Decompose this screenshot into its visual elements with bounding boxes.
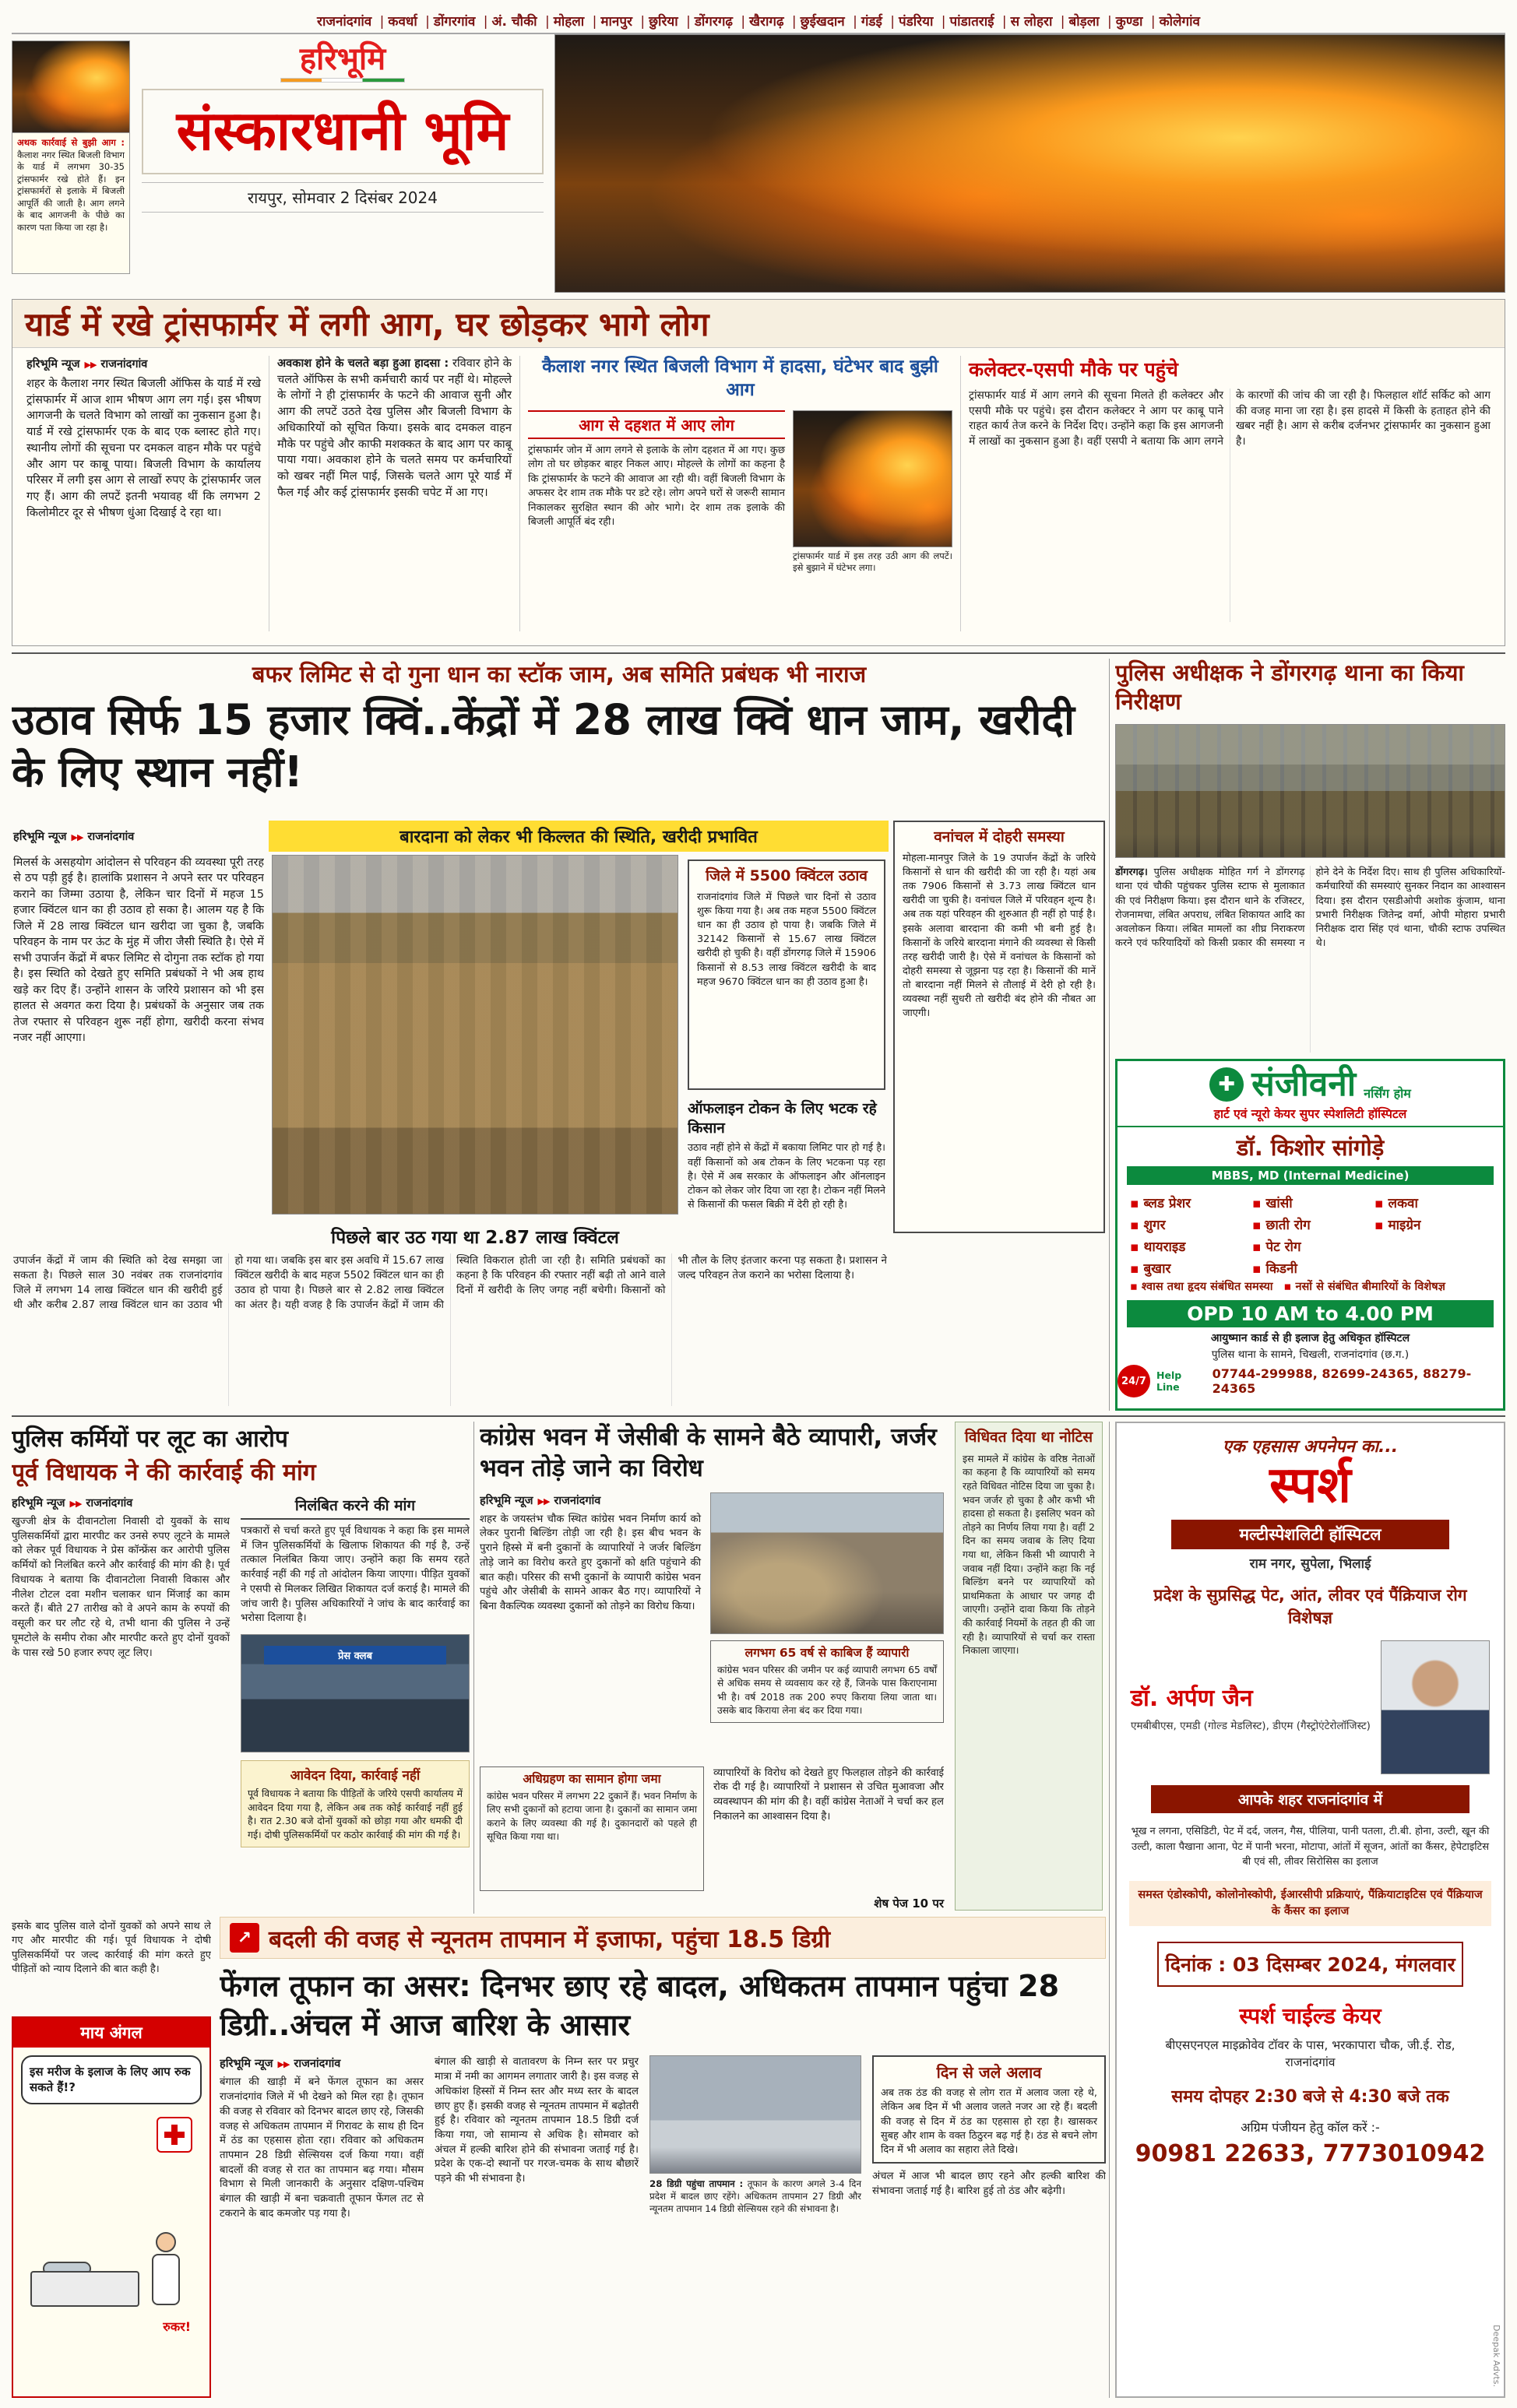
cities-bar [12,8,1505,34]
city-name: डोंगरगांव | [434,12,492,30]
tricolor-bar [280,78,405,83]
sparsh-ad [1115,1422,1505,2398]
city-name: खैरागढ़ | [749,12,801,30]
city-name: मानपुर | [600,12,649,30]
byline-place: राजनांदगांव [100,358,148,371]
city-name: स लोहरा | [1011,12,1069,30]
sp-story-body: पुलिस अधीक्षक मोहित गर्ग ने डोंगरगढ़ थाना एवं चौकी पहुंचकर पुलिस स्टाफ से मुलाकात की एवं निरीक्षण किया। इस दौरान थाने के रजिस्टर, रोजनामचा, लंबित अपराध, लंबित शिकायत आदि का अवलोकन किया। लंबित मामलों का शीघ्र निराकरण करने एवं फरियादियों को किसी प्रकार की समस्या न होने देने के निर्देश दिए। साथ ही पुलिस अधिकारियों-कर्मचारियों की समस्याएं सुनकर निदान का आश्वासन दिया। इस दौरान एसडीओपी अशोक कुंजाम, थाना प्रभारी निरीक्षक जितेन्द्र वर्मा, ओपी मोहारा प्रभारी निरीक्षक दारा सिंह एवं थाना, चौकी स्टाफ उपस्थित थे। [1115,867,1505,949]
protest-photo [710,1492,944,1634]
traders-65yrs-body: कांग्रेस भवन परिसर की जमीन पर कई व्यापारी लगभग 65 वर्षों से अधिक समय से व्यवसाय कर रहे हैं, जिनके पास किराएनामा भी है। वर्ष 2018 तक 200 रुपए किराया लिया जाता था। उसके बाद किराया लेना बंद कर दिया गया। [717,1664,937,1716]
byline-agency: हरिभूमि न्यूज [12,1497,65,1510]
congress-bhavan-story [480,1422,1103,1914]
lead-column-4 [961,356,1498,631]
city-name: डोंगरगढ़ | [695,12,749,30]
weather-column-1 [220,2055,424,2221]
ailment-item: ▪ माइग्रेन [1374,1215,1491,1233]
sanjivani-degrees: MBBS, MD (Internal Medicine) [1127,1166,1494,1185]
lead-column-2 [269,356,520,631]
ailment-item: ▪ थायराइड [1130,1237,1246,1255]
sanjivani-subname: नर्सिंग होम [1364,1086,1411,1101]
sparsh-doctor-name: डॉ. अर्पण जैन [1131,1685,1253,1713]
suspend-demand-title: निलंबित करने की मांग [241,1495,470,1520]
city-name: छुरिया | [649,12,695,30]
weather-story [220,1917,1106,2398]
byline-arrows-icon: ▶▶ [71,832,83,842]
traders-65yrs-box [710,1640,944,1724]
lead-body-2: रविवार होने के चलते ऑफिस के सभी कर्मचारी कार्य पर नहीं थे। मोहल्ले के लोगों ने ही ट्रांसफार्मर के फटने की आवाज सुनी और आग की लपटें उठते देख पुलिस और बिजली विभाग के अधिकारियों को सूचित किया। इसके बाद दमकल वाहन मौके पर पहुंचे और काफी मशक्कत के बाद आग पर काबू पाया गया। अवकाश होने के चलते समय पर कर्मचारियों को खबर नहीं मिल पाई, जिसके चलते आग पूरे यार्ड में फैल गई और कई ट्रांसफार्मर इसकी चपेट में आ गए। [277,357,512,499]
lead-column-3 [520,356,961,631]
ailment-item: ▪ शुगर [1130,1215,1246,1233]
paddy-story [12,659,1107,1411]
loot-headline-2: पूर्व विधायक ने की कार्रवाई की मांग [12,1459,316,1486]
press-club-banner: प्रेस क्लब [264,1646,446,1665]
left-photo-caption [12,133,129,237]
district-uplift-body: राजनांदगांव जिले में पिछले चार दिनों से उठाव शुरू किया गया है। अब तक महज 5500 क्विंटल धान का ही उठाव हो पाया है। जबकि जिले में 32142 किसानों से 15.67 लाख क्विंटल खरीदी हो चुकी है। वहीं डोंगरगढ़ जिले में 15906 किसानों से 8.53 लाख क्विंटल खरीदी के बाद महज 9670 क्विंटल धान का ही उठाव हुआ है। [697,891,876,988]
weather-body-2: बंगाल की खाड़ी से वातावरण के निम्न स्तर पर प्रचुर मात्रा में नमी का आगमन लगातार जारी है। इस वजह से अधिकांश हिस्सों में निम्न स्तर और मध्य स्तर के बादल छाए हुए हैं। इसकी वजह से न्यूनतम तापमान में बढ़ोतरी हुई है। रविवार को न्यूनतम तापमान 18.5 डिग्री दर्ज किया गया, जो सामान्य से अधिक है। सोमवार को अंचल में हल्की बारिश होने की संभावना जताई गई है। प्रदेश के एक-दो स्थानों पर गरज-चमक के साथ बौछारें पड़ने की भी संभावना है। [435,2056,639,2185]
column-divider [1109,659,1110,1411]
247-badge: 24/7 [1118,1365,1150,1397]
loot-body: खुज्जी क्षेत्र के दीवानटोला निवासी दो युवकों के साथ पुलिसकर्मियों द्वारा मारपीट कर उनसे रुपए लूटने के मामले को लेकर पूर्व विधायक ने प्रेस कॉन्फ्रेंस कर आरोपी पुलिस कर्मियों को निलंबित करने और कार्रवाई की मांग की है। पूर्व विधायक ने बताया कि दीवानटोला निवासी विकास और नीलेश टोटल दवा मशीन चलाकर धान मिंजाई का काम करते हैं। बीते 27 तारीख को वे अपने काम के रुपयों की वसूली कर घर लौट रहे थे, तभी थाना की पुलिस ने उन्हें घूमटोले के समीप रोका और मारपीट करते हुए दोनों युवकों के पास रखे 50 हजार रुपए लूट लिए। [12,1516,230,1659]
cartoon-doctor [150,2232,181,2305]
sp-inspection-story [1115,659,1505,1053]
cloudy-sky-photo [649,2055,861,2174]
sparsh-name: स्पर्श [1269,1457,1351,1514]
ailment-item: ▪ छाती रोग [1252,1215,1368,1233]
section-divider [12,652,1505,654]
cartoon-bed [30,2271,139,2307]
sp-inspection-headline: पुलिस अधीक्षक ने डोंगरगढ़ थाना का किया निरीक्षण [1115,659,1464,715]
sparsh-city: राम नगर, सुपेला, भिलाई [1249,1556,1371,1572]
temperature-arrow-icon: ↗ [230,1923,259,1953]
lead-column-1 [19,356,269,631]
city-name: मोहला | [554,12,601,30]
byline-agency: हरिभूमि न्यूज [480,1494,533,1507]
lead-body-1: शहर के कैलाश नगर स्थित बिजली ऑफिस के यार्ड में रखे ट्रांसफार्मर में आज शाम भीषण आग लग गई। इस भीषण आगजनी के चलते विभाग को लाखों का नुकसान हुआ है। यार्ड में रखे ट्रांसफार्मर एक के बाद एक ब्लास्ट होते गए। स्थानीय लोगों की सूचना पर दमकल वाहन मौके पर पहुंचे और आग पर काबू पाया। बिजली विभाग के कार्यालय परिसर में लगी इस आग से लाखों रुपए के ट्रांसफार्मर जल गए हैं। आग की लपटें इतनी भयावह थीं कि लगभग 2 किलोमीटर दूर से भीषण धुंआ दिखाई दे रहा था। [26,377,261,519]
weather-continuation: अंचल में आज भी बादल छाए रहने और हल्की बारिश की संभावना जताई गई है। बारिश हुई तो ठंड और बढ़ेगी। [872,2171,1106,2197]
panic-box-body: ट्रांसफार्मर जोन में आग लगने से इलाके के लोग दहशत में आ गए। कुछ लोग तो घर छोड़कर बाहर निकल आए। मोहल्ले के लोगों का कहना है कि ट्रांसफार्मर के फटने की आवाज आ रही थी। वहीं बिजली विभाग के अफसर देर शाम तक मौके पर डटे रहे। लोग अपने घरों से जरूरी सामान निकालकर सुरक्षित स्थान की ओर भागे। देर शाम तक इलाके की बिजली आपूर्ति बंद रही। [528,444,785,529]
goods-deposit-box [480,1766,704,1891]
application-box-body: पूर्व विधायक ने बताया कि पीड़ितों के जरिये एसपी कार्यालय में आवेदन दिया गया है, लेकिन अब तक कोई कार्रवाई नहीं हुई है। रात 2.30 बजे दोनों युवकों को छोड़ा गया और धमकी दी गई। दोषी पुलिसकर्मियों पर कठोर कार्रवाई की मांग की गई है। [248,1788,463,1840]
paddy-highlight: बारदाना को लेकर भी किल्लत की स्थिति, खरीदी प्रभावित [269,821,889,852]
inset-photo-caption: ट्रांसफार्मर यार्ड में इस तरह उठी आग की लपटें। इसे बुझाने में घंटेभर लगा। [793,550,952,573]
police-group-photo [1115,724,1505,858]
byline-place: राजनांदगांव [294,2058,341,2071]
loot-column-2 [241,1495,470,1847]
column-divider [473,1422,474,1914]
city-name: पांडातराई | [950,12,1011,30]
sparsh-visit-time: समय दोपहर 2:30 बजे से 4:30 बजे तक [1171,2086,1449,2107]
suspend-demand-body: पत्रकारों से चर्चा करते हुए पूर्व विधायक ने कहा कि इस मामले में जिन पुलिसकर्मियों के खिलाफ शिकायत की गई है, उन्हें तत्काल निलंबित किया जाए। उन्होंने कहा कि समय रहते कार्रवाई नहीं की गई तो आंदोलन किया जाएगा। पीड़ित युवकों ने एसपी से मिलकर लिखित शिकायत दर्ज कराई है। मामले की जांच जारी है। पुलिस अधिकारियों ने जांच के बाद कार्रवाई का भरोसा दिलाया है। [241,1525,470,1625]
sparsh-venue: स्पर्श चाईल्ड केयर [1239,2002,1381,2029]
weather-body-1: बंगाल की खाड़ी में बने फेंगल तूफान का असर राजनांदगांव जिले में भी देखने को मिल रहा है। तूफान की वजह से रविवार को दिनभर बादल छाए रहे, जिसकी वजह से अधिकतम तापमान में गिरावट के साथ ही दिन में ठंड का एहसास होता रहा। रविवार को अधिकतम तापमान 28 डिग्री सेल्सियस दर्ज किया गया। वहीं बादलों की वजह से रात का तापमान बढ़ गया। मौसम विभाग से मिली जानकारी के अनुसार दक्षिण-पश्चिम बंगाल की खाड़ी में बना चक्रवाती तूफान फेंगल तट से टकराने के बाद कमजोर पड़ गया है। [220,2076,424,2220]
panic-box-title: आग से दहशत में आए लोग [528,410,785,439]
newspaper-logo: हरिभूमि [299,41,386,77]
section-divider [12,1415,1505,1417]
district-uplift-box [688,859,885,1090]
weather-headline: फेंगल तूफान का असर: दिनभर छाए रहे बादल, अधिकतम तापमान पहुंचा 28 डिग्री..अंचल में आज बारिश के आसार [220,1969,1060,2043]
byline-arrows-icon: ▶▶ [537,1496,550,1506]
byline [220,2055,424,2071]
left-photo-caption-head: अथक कार्रवाई से बुझी आग : [17,137,125,148]
byline-arrows-icon: ▶▶ [84,360,97,370]
weather-box-column [872,2055,1106,2221]
cartoon-exclaim: रुकर! [163,2318,191,2334]
byline-agency: हरिभूमि न्यूज [220,2058,273,2071]
weather-column-2 [435,2055,639,2221]
congress-continuation: व्यापारियों के विरोध को देखते हुए फिलहाल तोड़ने की कार्रवाई रोक दी गई है। व्यापारियों ने प्रशासन से उचित मुआवजा और व्यवस्थापन की मांग की है। वहीं कांग्रेस नेताओं ने चर्चा कर हल निकालने का आश्वासन दिया है। [713,1766,944,1823]
sparsh-symptoms: भूख न लगना, एसिडिटी, पेट में दर्द, जलन, गैस, पीलिया, पानी पतला, टी.बी. होना, उल्टी, खून की उल्टी, काला पैखाना आना, पेट में पानी भरना, मोटापा, आंतों में सूजन, आंतों का कैंसर, हेपेटाइटिस बी एवं सी, लीवर सिरोसिस का इलाज [1131,1826,1490,1868]
byline-agency: हरिभूमि न्यूज [13,831,67,843]
cartoon-drawing [19,2109,203,2343]
vanachal-box [893,821,1105,1233]
lead-photo-block [793,410,952,574]
city-name: कवर्धा | [388,12,434,30]
sparsh-treatments: समस्त एंडोस्कोपी, कोलोनोस्कोपी, ईआरसीपी प्रक्रियाएं, पैंक्रियाटाइटिस एवं पैंक्रियाज के कैंसर का इलाज [1129,1881,1491,1926]
hospital-cross-icon [157,2117,192,2153]
sanjivani-doctor: डॉ. किशोर सांगोड़े [1236,1134,1385,1161]
loot-continuation: इसके बाद पुलिस वाले दोनों युवकों को अपने साथ ले गए और मारपीट की गई। पूर्व विधायक ने दोषी पुलिसकर्मियों पर जल्द कार्रवाई की मांग करते हुए पीड़ितों को न्याय दिलाने की बात कही है। [12,1921,211,1976]
congress-body: शहर के जयस्तंभ चौक स्थित कांग्रेस भवन निर्माण कार्य को लेकर पुरानी बिल्डिंग तोड़ी जा रही है। इस बीच भवन के पुराने हिस्से में बनी दुकानों के व्यापारियों ने जर्जर बिल्डिंग तोड़े जाने का विरोध करते हुए दुकानों को क्षति पहुंचाने की बात कही। परिसर की सभी दुकानों के व्यापारी कांग्रेस भवन पहुंचे और जेसीबी के सामने आकर बैठ गए। व्यापारियों ने बिना वैकल्पिक व्यवस्था दुकानों को तोड़ने का विरोध किया। [480,1513,701,1612]
ailment-item: ▪ किडनी [1252,1259,1368,1277]
left-photo-caption-body: कैलाश नगर स्थित बिजली विभाग के यार्ड में लगभग 30-35 ट्रांसफार्मर रखे होते हैं। इन ट्रांसफार्मरों से इलाके में बिजली आपूर्ति की जाती है। आग लगने के बाद आगजनी के पीछे का कारण पता किया जा रहा है। [17,149,125,233]
sanjivani-phones: 07744-299988, 82699-24365, 88279-24365 [1212,1366,1472,1396]
offline-token-body: उठाव नहीं होने से केंद्रों में बकाया लिमिट पार हो गई है। वहीं किसानों को अब टोकन के लिए भटकना पड़ रहा है। ऐसे में अब सरकार के ऑफलाइन और ऑनलाइन टोकन को लेकर जोर दिया जा रहा है। टोकन नहीं मिलने से किसानों की फसल बिक्री में देरी हो रही है। [688,1142,885,1211]
panic-box [528,410,785,574]
lead-blue-subhead: कैलाश नगर स्थित बिजली विभाग में हादसा, घंटेभर बाद बुझी आग [542,357,938,400]
ailments-list [1118,1189,1503,1277]
lead-story [12,299,1505,646]
cartoon-doctor-head [156,2232,176,2252]
notice-box-title: विधिवत दिया था नोटिस [964,1429,1093,1446]
byline-place: राजनांदगांव [554,1494,601,1507]
cartoon-speech-bubble: इस मरीज के इलाज के लिए आप रुक सकते हैं!? [21,2055,202,2104]
masthead-left-photo-box [12,40,130,274]
sparsh-type: मल्टीस्पेशलिटी हॉस्पिटल [1171,1520,1449,1549]
sparsh-visit-date: दिनांक : 03 दिसम्बर 2024, मंगलवार [1157,1942,1463,1987]
sparsh-cta: अग्रिम पंजीयन हेतु कॉल करें :- [1241,2119,1380,2135]
city-name: अं. चौकी | [492,12,554,30]
helpline-label: Help Line [1156,1369,1182,1393]
weather-banner-text: बदली की वजह से न्यूनतम तापमान में इजाफा, पहुंचा 18.5 डिग्री [269,1925,831,1953]
city-name: कुण्डा | [1116,12,1160,30]
opd-hours: OPD 10 AM to 4.00 PM [1127,1300,1494,1327]
press-club-photo [241,1634,470,1752]
bonfire-box-title: दिन से जले अलाव [936,2063,1042,2083]
offline-token-title: ऑफलाइन टोकन के लिए भटक रहे किसान [688,1100,877,1137]
sparsh-doctor-degrees: एमबीबीएस, एमडी (गोल्ड मेडलिस्ट), डीएम (गैस्ट्रोएंटेरोलॉजिस्ट) [1131,1720,1371,1733]
city-name: बोड़ला | [1069,12,1116,30]
loot-allegation-story [12,1422,470,1914]
sky-photo-caption-head: 28 डिग्री पहुंचा तापमान : [649,2178,744,2190]
weather-photo-column [649,2055,861,2221]
sparsh-venue-address: बीएसएनएल माइक्रोवेव टॉवर के पास, भरकापारा चौक, जी.ई. रोड, राजनांदगांव [1165,2037,1455,2070]
column-divider [1109,1422,1110,2398]
vanachal-box-body: मोहला-मानपुर जिले के 19 उपार्जन केंद्रों के जरिये किसानों से धान की खरीदी की जा रही है। यहां अब तक 7906 किसानों से 3.73 लाख क्विंटल धान खरीदी जा चुकी है। वनांचल जिले में परिवहन शून्य है। अब तक यहां परिवहन की शुरुआत ही नहीं हो पाई है। इसके अलावा बारदाना की कमी भी बनी हुई है। किसानों के जरिये बारदाना मंगाने की व्यवस्था से किसी तरह खरीदी जारी है। ऐसे में वनांचल के किसानों को दोहरी समस्या से जूझना पड़ रहा है। किसानों की मानें तो बारदाना नहीं मिलने से तौलाई में देरी हो रही है। व्यवस्था नहीं सुधरी तो खरीदी बंद होने की नौबत आ जाएगी। [903,852,1096,1020]
continued-on-page: शेष पेज 10 पर [874,1896,944,1911]
ailment-item: ▪ बुखार [1130,1259,1246,1277]
sanjivani-address: पुलिस थाना के सामने, चिखली, राजनांदगांव (छ.ग.) [1211,1348,1410,1361]
city-name: राजनांदगांव | [317,12,388,30]
lastyear-body: उपार्जन केंद्रों में जाम की स्थिति को देख समझा जा सकता है। पिछले साल 30 नवंबर तक राजनांदगांव जिले में लगभग 14 लाख क्विंटल धान की खरीदी हुई थी और करीब 2.87 लाख क्विंटल धान का उठाव भी हो गया था। जबकि इस बार इस अवधि में 15.67 लाख क्विंटल खरीदी के बाद महज 5502 क्विंटल धान का ही उठाव हो पाया है। पिछले बार से 2.82 लाख क्विंटल का अंतर है। यही वजह है कि उपार्जन केंद्रों में जाम की स्थिति विकराल होती जा रही है। समिति प्रबंधकों का कहना है कि परिवहन की रफ्तार नहीं बढ़ी तो आने वाले दिनों में खरीदी के लिए जगह नहीं बचेगी। किसानों को भी तौल के लिए इंतजार करना पड़ सकता है। प्रशासन ने जल्द परिवहन तेज कराने का भरोसा दिलाया है। [13,1255,887,1312]
medical-cross-icon: ✚ [1209,1067,1244,1102]
lead-body-4: ट्रांसफार्मर यार्ड में आग लगने की सूचना मिलते ही कलेक्टर और एसपी मौके पर पहुंचे। इस दौरान कलेक्टर ने आग पर काबू पाने राहत कार्य तेज करने के निर्देश दिए। उन्होंने कहा कि इस आगजनी में लाखों का नुकसान हुआ है। वहीं एसपी ने बताया कि आग लगने के कारणों की जांच की जा रही है। फिलहाल शॉर्ट सर्किट को आग की वजह माना जा रहा है। इस हादसे में किसी के हताहत होने की खबर नहीं है। आग से करीब दर्जनभर ट्रांसफार्मर का नुकसान हुआ है। [969,389,1491,448]
district-uplift-title: जिले में 5500 क्विंटल उठाव [706,867,868,884]
sanjivani-tagline: हार्ट एवं न्यूरो केयर सुपर स्पेशलिटी हॉस्पिटल [1118,1103,1503,1127]
edition-dateline: रायपुर, सोमवार 2 दिसंबर 2024 [142,182,544,213]
loot-column-1 [12,1495,230,1847]
byline [13,828,266,844]
application-box-title: आवेदन दिया, कार्रवाई नहीं [290,1768,421,1784]
byline-arrows-icon: ▶▶ [69,1499,82,1509]
sky-photo-caption-body: तूफान के कारण अगले 3-4 दिन प्रदेश में बादल छाए रहेंगे। अधिकतम तापमान 27 डिग्री और न्यूनतम तापमान 14 डिग्री सेल्सियस रहने की संभावना है। [649,2178,861,2215]
grain-sacks-photo [272,855,678,1215]
byline [12,1495,230,1510]
bonfire-box-body: अब तक ठंड की वजह से लोग रात में अलाव जला रहे थे, लेकिन अब दिन में भी अलाव जलते नजर आ रहे हैं। बदली की वजह से दिन में ठंड का एहसास हो रहा है। खासकर सुबह और शाम के वक्त ठिठुरन बढ़ गई है। ठंड से बचने लोग दिन में भी अलाव का सहारा लेते दिखे। [881,2087,1097,2156]
cartoon-panel [12,2016,211,2398]
ailment-extra-2: ▪ नसों से संबंधित बीमारियों के विशेषज्ञ [1284,1278,1445,1294]
congress-headline: कांग्रेस भवन में जेसीबी के सामने बैठे व्यापारी, जर्जर भवन तोड़े जाने का विरोध [480,1423,937,1483]
sp-story-leadin: डोंगरगढ़। [1115,867,1148,879]
fire-photo-main [554,34,1505,293]
bonfire-box [872,2055,1106,2164]
ailment-item: ▪ पेट रोग [1252,1237,1368,1255]
application-box [241,1760,470,1847]
goods-deposit-title: अधिग्रहण का सामान होगा जमा [523,1771,661,1786]
goods-deposit-body: कांग्रेस भवन परिसर में लगभग 22 दुकानें हैं। भवन निर्माण के लिए सभी दुकानों को हटाया जाना है। दुकानों का सामान जमा कराने के लिए व्यवस्था की गई है। दुकानदारों को पहले ही सूचित किया गया था। [487,1790,697,1842]
sanjivani-ad [1115,1059,1505,1411]
byline-arrows-icon: ▶▶ [277,2059,290,2070]
city-name: कोलेगांव [1159,13,1200,30]
sparsh-tagline: एक एहसास अपनेपन का... [1222,1437,1399,1457]
notice-box [955,1422,1103,1911]
byline [26,356,261,371]
cartoon-header: माय अंगल [13,2018,209,2048]
advertiser-credit: Deepak Advts. [1491,2325,1501,2387]
lead-headline: यार्ड में रखे ट्रांसफार्मर में लगी आग, घर छोड़कर भागे लोग [12,300,1505,348]
loot-headline-1: पुलिस कर्मियों पर लूट का आरोप [12,1425,288,1453]
sanjivani-name: संजीवनी [1251,1064,1357,1104]
sparsh-phones: 90981 22633, 7773010942 [1135,2139,1486,2167]
ailment-item: ▪ ब्लड प्रेशर [1130,1193,1246,1211]
ailment-item: ▪ लकवा [1374,1193,1491,1211]
sparsh-doctor-info [1131,1681,1371,1735]
congress-column-1 [480,1492,701,1760]
ayushman-note: आयुष्मान कार्ड से ही इलाज हेतु अधिकृत हॉस्पिटल [1210,1332,1410,1345]
cartoon-doctor-body [152,2254,180,2305]
ailment-item: ▪ खांसी [1252,1193,1368,1211]
edition-title: संस्कारधानी भूमि [142,89,544,174]
city-name: पंडरिया | [899,12,950,30]
paddy-body-1: मिलर्स के असहयोग आंदोलन से परिवहन की व्यवस्था पूरी तरह से ठप पड़ी हुई है। हालांकि प्रशासन ने अपने स्तर पर परिवहन कराने का जिम्मा उठाया है, लेकिन चार दिनों में महज 15 हजार क्विंटल धान का ही उठाव हो सका है। आलम यह है कि जिले में 28 लाख क्विंटल धान खरीदा जा चुका है, जबकि परिवहन के नाम पर ऊंट के मुंह में जीरा जैसी स्थिति है। ऐसे में सभी उपार्जन केंद्रों में बफर लिमिट से दोगुना तक स्टॉक हो गया है। इस स्थिति को देखते हुए समिति प्रबंधकों ने भी अब हाथ खड़े कर दिए हैं। उन्होंने शासन के जरिये प्रशासन को भी इस हालत से अवगत करा दिया है। प्रबंधकों के अनुसार जब तक तेज रफ्तार से परिवहन शुरू नहीं होगा, खरीदी करना संभव नजर नहीं आएगा। [13,856,264,1044]
lastyear-subhead: पिछले बार उठ गया था 2.87 लाख क्विंटल [331,1228,619,1248]
weather-banner [220,1917,1106,1959]
city-name: छुईखदान | [801,12,861,30]
traders-65yrs-title: लगभग 65 वर्ष से काबिज हैं व्यापारी [744,1645,910,1660]
vanachal-box-title: वनांचल में दोहरी समस्या [934,828,1065,845]
sparsh-specialty: प्रदेश के सुप्रसिद्ध पेट, आंत, लीवर एवं पैंक्रियाज रोग विशेषज्ञ [1153,1585,1467,1627]
fire-photo-inset [793,410,952,547]
offline-token-block [688,1099,885,1233]
congress-column-2 [710,1492,944,1760]
byline-agency: हरिभूमि न्यूज [26,358,80,371]
notice-box-body: इस मामले में कांग्रेस के वरिष्ठ नेताओं का कहना है कि व्यापारियों को समय रहते विधिवत नोटिस दिया जा चुका है। भवन जर्जर हो चुका है और कभी भी हादसा हो सकता है। इसलिए भवन को तोड़ने का निर्णय लिया गया है। वहीं 2 दिन का समय जवाब के लिए दिया गया था, लेकिन किसी भी व्यापारी ने जवाब नहीं दिया। उन्होंने कहा कि नई बिल्डिंग बनने पर व्यापारियों को प्राथमिकता के आधार पर जगह दी जाएगी। उन्होंने दावा किया कि तोड़ने की कार्रवाई नियमों के तहत ही की जा रही है। व्यापारियों से चर्चा कर रास्ता निकाला जाएगा। [963,1452,1095,1657]
paddy-kicker: बफर लिमिट से दो गुना धान का स्टॉक जाम, अब समिति प्रबंधक भी नाराज [252,661,867,687]
ailment-extra-1: ▪ श्वास तथा हृदय संबंधित समस्या [1130,1278,1273,1294]
doctor-portrait-photo [1381,1640,1490,1774]
byline-place: राजनांदगांव [86,1497,133,1510]
masthead-center [142,41,544,282]
fire-photo-small-left [12,41,129,133]
collector-subhead: कलेक्टर-एसपी मौके पर पहुंचे [969,358,1178,381]
byline-place: राजनांदगांव [87,831,135,843]
sparsh-visiting-city: आपके शहर राजनांदगांव में [1151,1785,1469,1813]
city-name: गंडई | [861,12,899,30]
byline [480,1492,701,1508]
lead-inline-subhead: अवकाश होने के चलते बड़ा हुआ हादसा : [277,357,449,370]
paddy-headline: उठाव सिर्फ 15 हजार क्विं..केंद्रों में 28 लाख क्विं धान जाम, खरीदी के लिए स्थान नहीं! [12,695,1075,796]
